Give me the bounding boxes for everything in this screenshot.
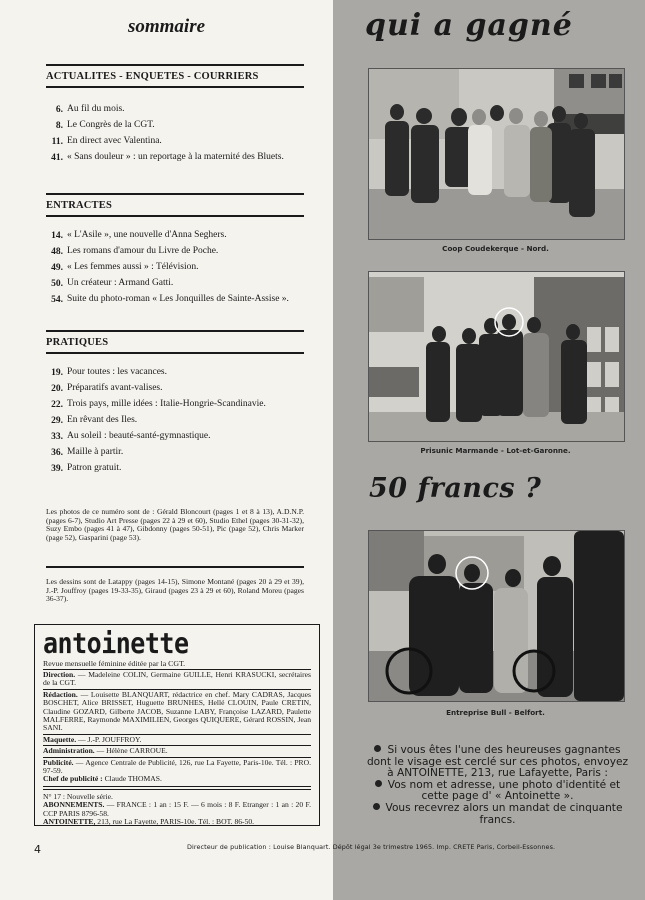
contents-item[interactable] <box>46 118 304 134</box>
page-number: 19. <box>51 368 63 378</box>
headline-50-francs: 50 francs ? <box>369 473 542 504</box>
headline-qui-a-gagne: qui a gagné <box>365 8 573 43</box>
item-title: Au fil du mois. <box>67 104 125 114</box>
address <box>43 818 311 826</box>
item-title: Patron gratuit. <box>67 463 122 473</box>
photo-entreprise-bull <box>368 530 625 702</box>
contents-item[interactable] <box>46 260 304 276</box>
item-title: Un créateur : Armand Gatti. <box>67 278 174 288</box>
section-entractes <box>46 193 304 308</box>
item-title: En direct avec Valentina. <box>67 136 162 146</box>
value: — Hélène CARROUE. <box>94 746 168 756</box>
contents-item[interactable] <box>46 461 304 477</box>
item-title: Maille à partir. <box>67 447 124 457</box>
contents-title: sommaire <box>127 16 206 37</box>
item-title: Pour toutes : les vacances. <box>67 367 167 377</box>
section-title: ENTRACTES <box>46 200 112 211</box>
label: Chef de publicité : <box>43 774 103 784</box>
divider <box>46 566 304 568</box>
contents-item[interactable] <box>46 381 304 397</box>
drawing-credits: Les dessins sont de Latappy (pages 14-15), Simone Montané (pages 20 à 29 et 39), J.-P. Jouffroy (pages 19-33-35), Giraud (pages 23 à 29 et 60), Roland Moreu (pages 36-37). <box>46 577 304 604</box>
subscriptions <box>43 801 311 818</box>
bullet-icon <box>375 780 382 787</box>
contents-item[interactable] <box>46 228 304 244</box>
value: — Agence Centrale de Publicité, 126, rue La Fayette, Paris-10e. Tél. : PRO. 97-59. <box>43 757 311 776</box>
section-title: ACTUALITES - ENQUETES - COURRIERS <box>46 71 259 82</box>
instruction-paragraph <box>365 745 630 780</box>
page-number-footer: 4 <box>34 843 41 856</box>
instruction-paragraph <box>365 780 630 803</box>
label: Publicité. <box>43 757 74 767</box>
masthead-redaction <box>43 691 311 733</box>
divider <box>46 352 304 354</box>
masthead-publicite <box>43 759 311 776</box>
masthead-direction <box>43 671 311 688</box>
section-title: PRATIQUES <box>46 337 109 348</box>
contents-item[interactable] <box>46 276 304 292</box>
item-title: Préparatifs avant-valises. <box>67 383 163 393</box>
issue-number: N° 17 : Nouvelle série. <box>43 791 113 801</box>
item-title: « Sans douleur » : un reportage à la maternité des Bluets. <box>67 152 284 162</box>
masthead-maquette <box>43 736 311 744</box>
instruction-text: Vos nom et adresse, une photo d'identité et cette page d' « Antoinette ». <box>387 778 621 803</box>
photo-caption: Entreprise Bull - Belfort. <box>446 708 545 717</box>
page-number: 20. <box>51 384 63 394</box>
publication-footer: Directeur de publication : Louise Blanquart. Dépôt légal 3e trimestre 1965. Imp. CRETE Paris, Corbeil-Essonnes. <box>187 843 556 851</box>
contents-item[interactable] <box>46 429 304 445</box>
label: ANTOINETTE, <box>43 817 96 827</box>
photo-caption: Coop Coudekerque - Nord. <box>442 244 549 253</box>
masthead-administration <box>43 747 311 755</box>
label: Rédaction. <box>43 689 78 699</box>
contents-item[interactable] <box>46 365 304 381</box>
page-number: 50. <box>51 279 63 289</box>
label: Administration. <box>43 746 95 756</box>
photo-coop-coudekerque <box>368 68 625 240</box>
contest-instructions <box>365 745 630 826</box>
contents-item[interactable] <box>46 413 304 429</box>
value: — Louisette BLANQUART, rédactrice en chef. Mary CADRAS, Jacques BOSCHET, Alice BRISSET, Huguette BRUNHES, Hellé CLOUIN, Paule CRETIN, Claudine GOZARD, Gilberte JACOB, Suzanne LABY, Françoise LAZARD, Paulette MALFERRE, Raymonde MAXIMILIEN, Georges QUIQUERE, Gérard ROSSIN, Jean SANI. <box>43 689 311 733</box>
page-number: 54. <box>51 295 63 305</box>
page-number: 29. <box>51 416 63 426</box>
section-pratiques <box>46 330 304 477</box>
item-title: Au soleil : beauté-santé-gymnastique. <box>67 431 211 441</box>
masthead-box <box>34 624 320 826</box>
instruction-paragraph <box>365 803 630 826</box>
page-number: 36. <box>51 448 63 458</box>
value: Claude THOMAS. <box>102 774 162 784</box>
photo-prisunic-marmande <box>368 271 625 442</box>
label: Direction. <box>43 670 76 679</box>
page-number: 6. <box>55 105 63 115</box>
instruction-text: Si vous êtes l'une des heureuses gagnantes dont le visage est cerclé sur ces photos, envoyez à ANTOINETTE, 213, rue Lafayette, Paris : <box>366 744 629 780</box>
page-number: 11. <box>51 137 63 147</box>
contents-item[interactable] <box>46 102 304 118</box>
value: — J.-P. JOUFFROY. <box>76 734 142 744</box>
bullet-icon <box>374 745 381 752</box>
contents-item[interactable] <box>46 244 304 260</box>
page-number: 48. <box>51 247 63 257</box>
group-photo-3 <box>369 531 624 701</box>
contents-item[interactable] <box>46 134 304 150</box>
bullet-icon <box>373 803 380 810</box>
masthead-subtitle: Revue mensuelle féminine éditée par la CGT. <box>43 659 186 668</box>
label: ABONNEMENTS. <box>43 800 105 810</box>
item-title: Trois pays, mille idées : Italie-Hongrie-Scandinavie. <box>67 399 266 409</box>
instruction-text: Vous recevrez alors un mandat de cinquante francs. <box>385 801 623 826</box>
item-title: « L'Asile », une nouvelle d'Anna Seghers. <box>67 230 227 240</box>
item-title: Le Congrès de la CGT. <box>67 120 155 130</box>
group-photo-1 <box>369 69 624 239</box>
divider <box>46 215 304 217</box>
value: — FRANCE : 1 an : 15 F. — 6 mois : 8 F. Etranger : 1 an : 20 F. CCP PARIS 8796-58. <box>43 800 311 818</box>
masthead-chef-publicite <box>43 775 311 783</box>
contents-item[interactable] <box>46 445 304 461</box>
contents-item[interactable] <box>46 150 304 166</box>
page-number: 8. <box>55 121 63 131</box>
group-photo-2 <box>369 272 624 441</box>
divider <box>46 86 304 88</box>
page-number: 41. <box>51 153 63 163</box>
antoinette-logo: antoinette <box>43 626 189 661</box>
page-number: 49. <box>51 263 63 273</box>
item-title: En rêvant des Iles. <box>67 415 138 425</box>
page-number: 14. <box>51 231 63 241</box>
photo-caption: Prisunic Marmande - Lot-et-Garonne. <box>420 446 571 455</box>
contents-item[interactable] <box>46 397 304 413</box>
contents-item[interactable] <box>46 292 304 308</box>
page-number: 39. <box>51 464 63 474</box>
section-actualites <box>46 64 304 166</box>
item-title: Suite du photo-roman « Les Jonquilles de Sainte-Assise ». <box>67 294 289 304</box>
double-divider <box>43 786 311 790</box>
photo-credits: Les photos de ce numéro sont de : Gérald Bloncourt (pages 1 et 8 à 13), A.D.N.P. (pages 6-7), Studio Art Presse (pages 22 à 29 et 60), Studio Ethel (pages 30-31-32), Suzy Embo (pages 41 à 47), Gibdonny (pages 50-51), Pic (page 52), Chris Marker (page 52), Gasparini (page 53). <box>46 507 304 542</box>
item-title: « Les femmes aussi » : Télévision. <box>67 262 199 272</box>
label: Maquette. <box>43 734 77 744</box>
page-number: 22. <box>51 400 63 410</box>
value: 213, rue La Fayette, PARIS-10e. Tél. : BOT. 86-50. <box>95 817 255 827</box>
page-number: 33. <box>51 432 63 442</box>
item-title: Les romans d'amour du Livre de Poche. <box>67 246 219 256</box>
value: — Madeleine COLIN, Germaine GUILLE, Henri KRASUCKI, secrétaires de la CGT. <box>43 670 311 688</box>
